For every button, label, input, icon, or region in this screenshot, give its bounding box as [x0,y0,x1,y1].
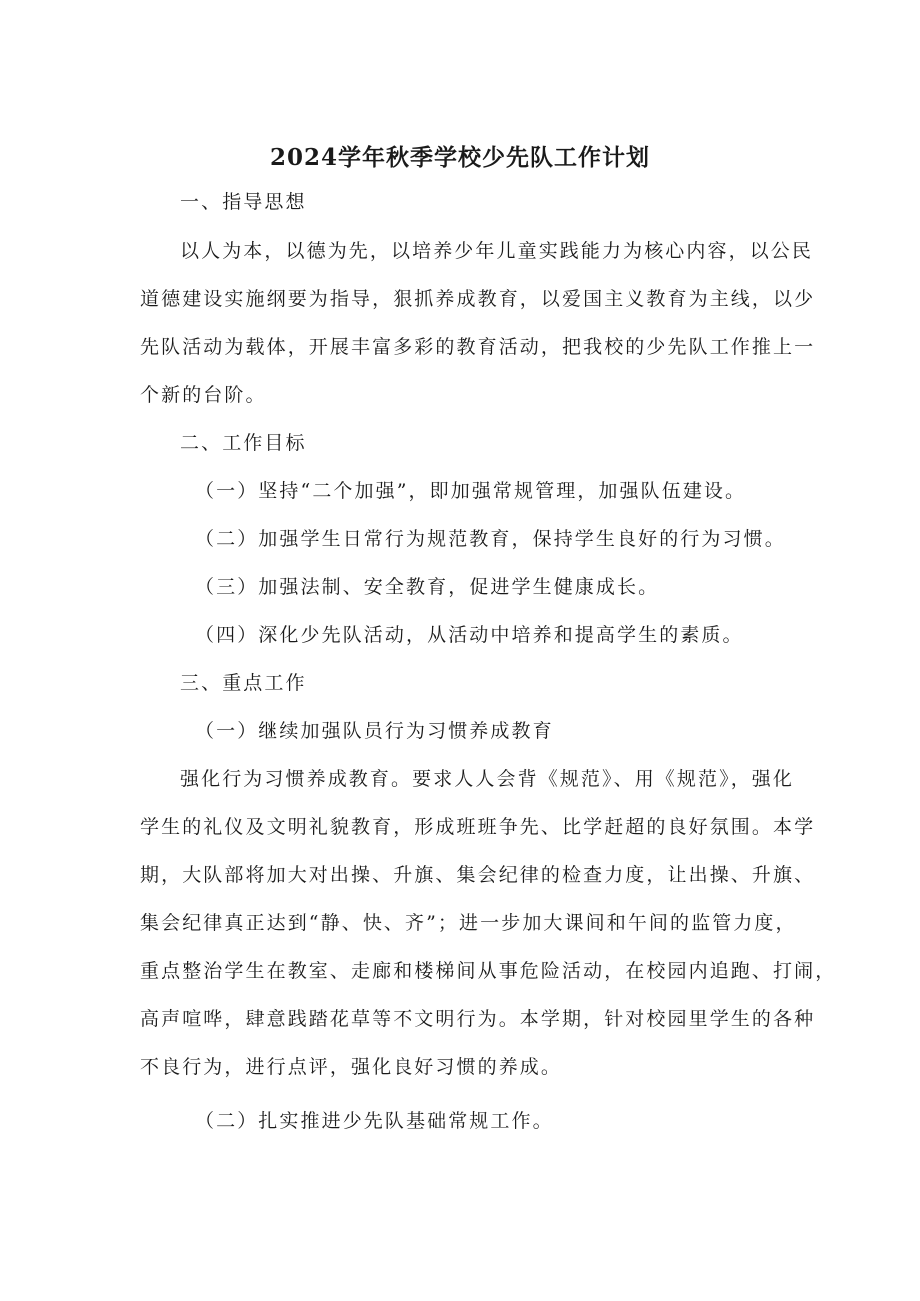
paragraph-line: 道德建设实施纲要为指导，狠抓养成教育，以爱国主义教育为主线，以少 [140,288,816,310]
paragraph-line: 重点整治学生在教室、走廊和楼梯间从事危险活动，在校园内追跑、打闹， [140,960,837,982]
paragraph-line: 集会纪律真正达到“静、快、齐”；进一步加大课间和午间的监管力度， [140,912,797,934]
paragraph-line: 期，大队部将加大对出操、升旗、集会纪律的检查力度，让出操、升旗、 [140,864,816,886]
goal-item: （二）加强学生日常行为规范教育，保持学生良好的行为习惯。 [195,528,786,550]
paragraph-line: 以人为本，以德为先，以培养少年儿童实践能力为核心内容，以公民 [180,240,814,262]
section-heading-work-goals: 二、工作目标 [180,432,307,454]
goal-item: （一）坚持“二个加强”，即加强常规管理，加强队伍建设。 [195,480,747,502]
goal-item: （三）加强法制、安全教育，促进学生健康成长。 [195,576,660,598]
subsection-heading: （二）扎实推进少先队基础常规工作。 [195,1110,554,1132]
paragraph-line: 高声喧哗，肆意践踏花草等不文明行为。本学期，针对校园里学生的各种 [140,1008,816,1030]
section-heading-key-work: 三、重点工作 [180,672,307,694]
document-title: 2024学年秋季学校少先队工作计划 [269,144,650,171]
paragraph-line: 强化行为习惯养成教育。要求人人会背《规范》、用《规范》，强化 [180,768,795,790]
paragraph-line: 个新的台阶。 [140,384,267,406]
subsection-heading: （一）继续加强队员行为习惯养成教育 [195,720,554,742]
paragraph-line: 不良行为，进行点评，强化良好习惯的养成。 [140,1056,563,1078]
paragraph-line: 学生的礼仪及文明礼貌教育，形成班班争先、比学赶超的良好氛围。本学 [140,816,816,838]
goal-item: （四）深化少先队活动，从活动中培养和提高学生的素质。 [195,624,744,646]
section-heading-guiding-thought: 一、指导思想 [180,191,307,213]
paragraph-line: 先队活动为载体，开展丰富多彩的教育活动，把我校的少先队工作推上一 [140,336,816,358]
